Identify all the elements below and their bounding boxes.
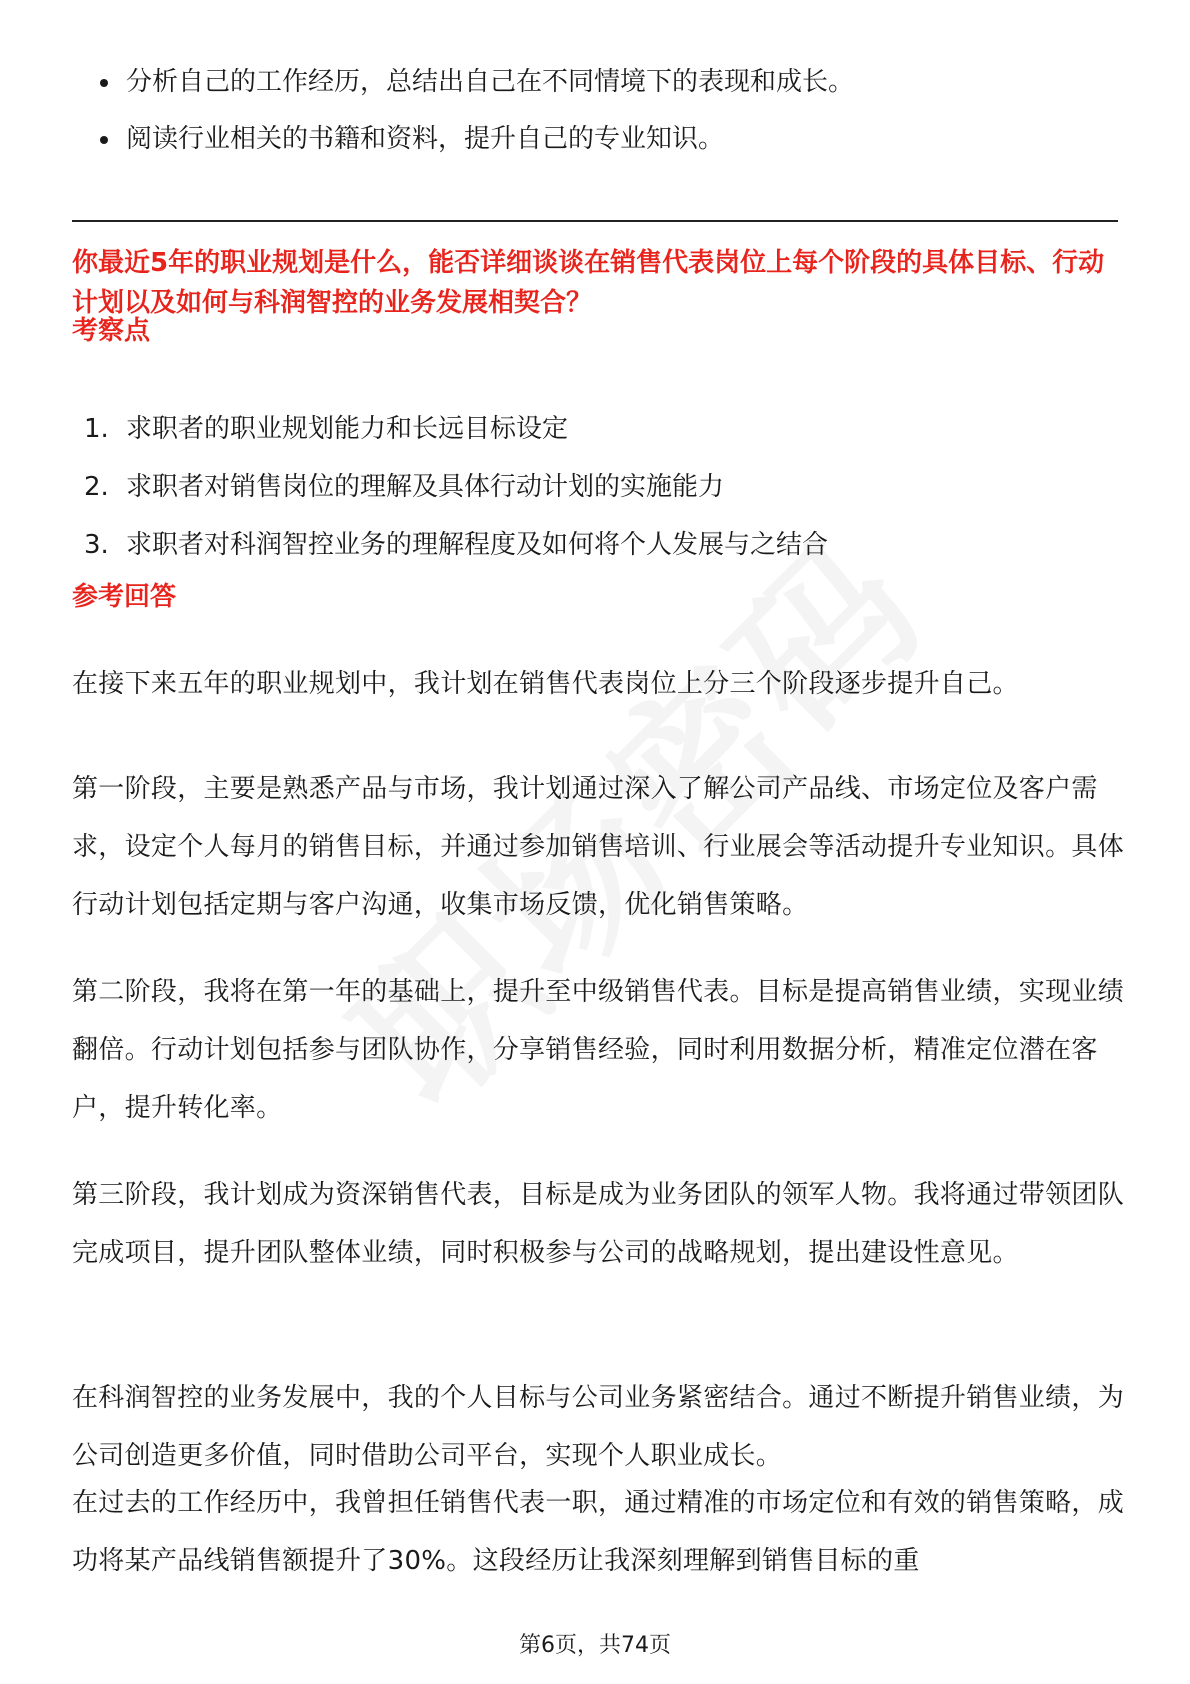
answer-paragraph: 在科润智控的业务发展中，我的个人目标与公司业务紧密结合。通过不断提升销售业绩，为公司创造更多价值，同时借助公司平台，实现个人职业成长。 [72, 1383, 1125, 1471]
answer-paragraph: 第三阶段，我计划成为资深销售代表，目标是成为业务团队的领军人物。我将通过带领团队完成项目，提升团队整体业绩，同时积极参与公司的战略规划，提出建设性意见。 [72, 1180, 1125, 1268]
bullet-dot-icon [100, 79, 108, 87]
point-text: 求职者的职业规划能力和长远目标设定 [126, 414, 569, 444]
bullet-text: 分析自己的工作经历，总结出自己在不同情境下的表现和成长。 [126, 67, 855, 97]
answer-title: 参考回答 [72, 582, 177, 612]
bullet-dot-icon [100, 136, 108, 144]
points-list [0, 405, 1190, 579]
bullet-item [0, 115, 1190, 172]
point-item [0, 463, 1190, 521]
section-divider [72, 220, 1118, 222]
answer-paragraph: 在过去的工作经历中，我曾担任销售代表一职，通过精准的市场定位和有效的销售策略，成功将某产品线销售额提升了30%。这段经历让我深刻理解到销售目标的重 [72, 1488, 1125, 1576]
question-heading: 你最近5年的职业规划是什么，能否详细谈谈在销售代表岗位上每个阶段的具体目标、行动计划以及如何与科润智控的业务发展相契合？ [72, 248, 1105, 318]
bullet-text: 阅读行业相关的书籍和资料，提升自己的专业知识。 [126, 124, 725, 154]
answer-paragraph: 在接下来五年的职业规划中，我计划在销售代表岗位上分三个阶段逐步提升自己。 [72, 669, 1019, 699]
answer-paragraph: 第一阶段，主要是熟悉产品与市场，我计划通过深入了解公司产品线、市场定位及客户需求，设定个人每月的销售目标，并通过参加销售培训、行业展会等活动提升专业知识。具体行动计划包括定期与客户沟通，收集市场反馈，优化销售策略。 [72, 774, 1125, 920]
point-number: 2. [84, 472, 109, 502]
bullet-item [0, 58, 1190, 115]
point-text: 求职者对销售岗位的理解及具体行动计划的实施能力 [126, 472, 725, 502]
point-item [0, 521, 1190, 579]
point-number: 1. [84, 414, 109, 444]
point-text: 求职者对科润智控业务的理解程度及如何将个人发展与之结合 [126, 530, 829, 560]
page-footer: 第6页，共74页 [519, 1633, 671, 1658]
answer-paragraph: 第二阶段，我将在第一年的基础上，提升至中级销售代表。目标是提高销售业绩，实现业绩翻倍。行动计划包括参与团队协作，分享销售经验，同时利用数据分析，精准定位潜在客户，提升转化率。 [72, 977, 1125, 1123]
point-item [0, 405, 1190, 463]
points-title: 考察点 [72, 316, 151, 346]
bullet-list [0, 58, 1190, 172]
point-number: 3. [84, 530, 109, 560]
